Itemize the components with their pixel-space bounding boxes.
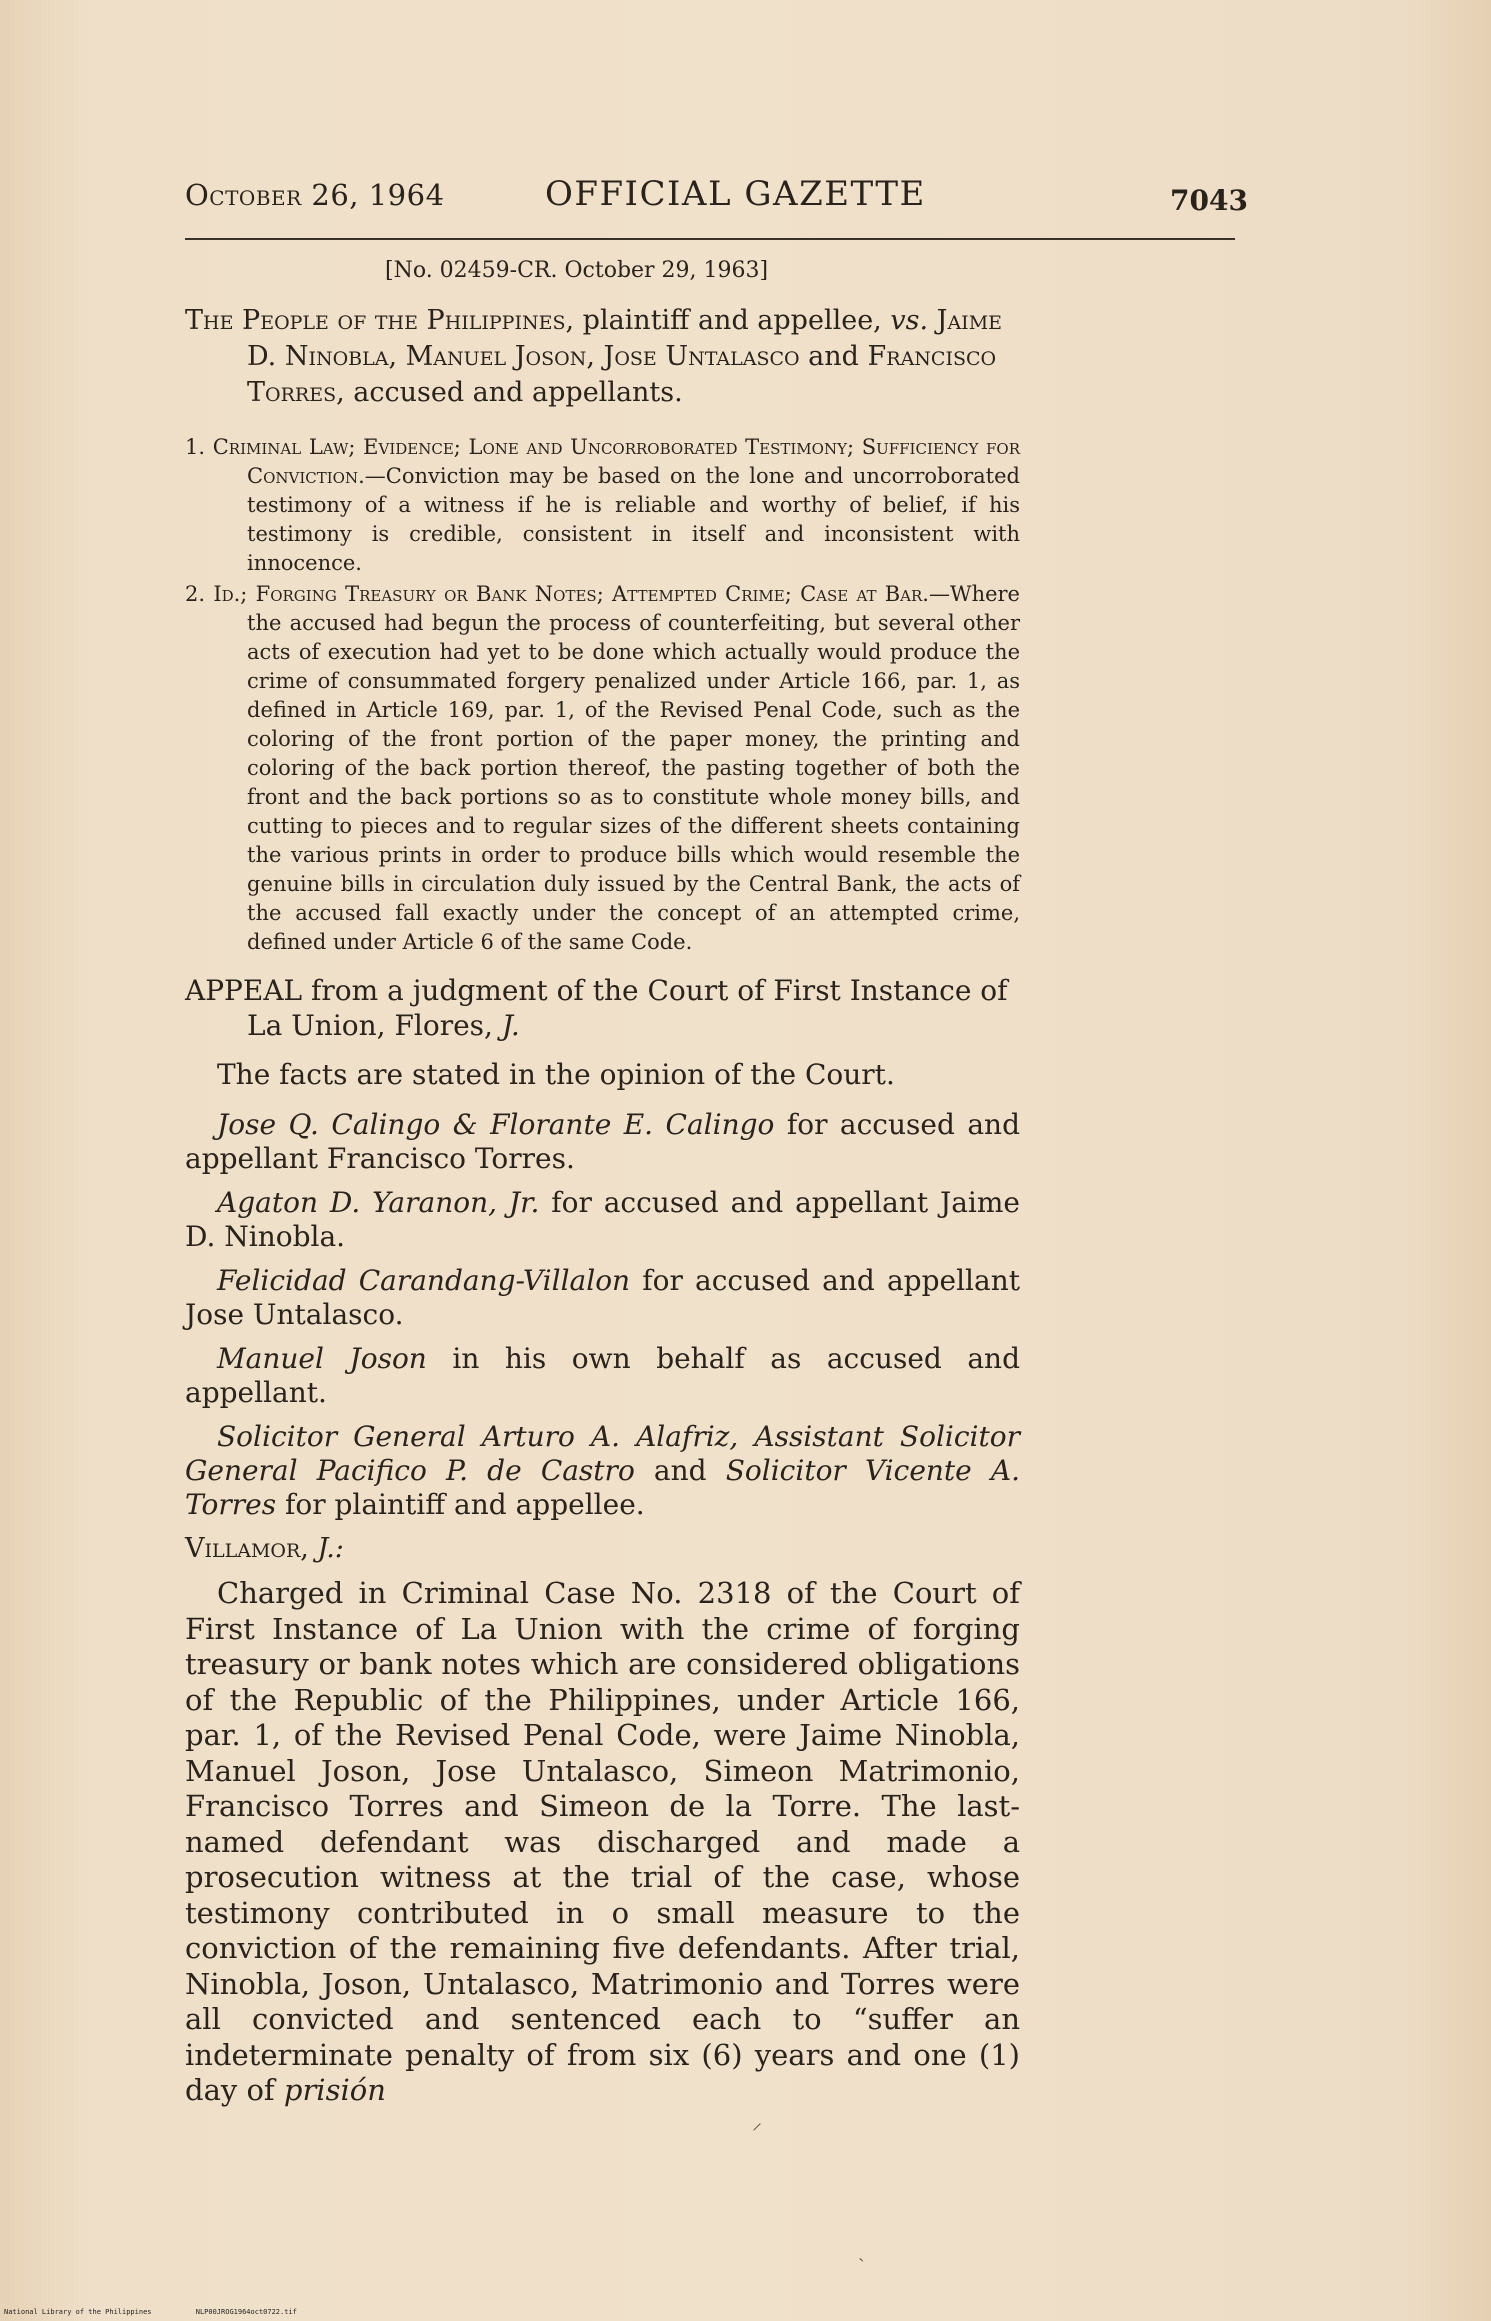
syllabus-heading: Criminal Law; Evidence; Lone and Uncorroborated Testimony; Sufficiency for Conviction. [212,435,1020,488]
counsel-role: for accused and appellant Francisco Torres. [185,1108,1020,1175]
library-credit: National Library of the Philippines [4,2308,152,2316]
counsel-role: in his own behalf as accused and appellant. [185,1342,1020,1409]
counsel-names: Jose Q. Calingo & Florante E. Calingo [217,1108,775,1141]
counsel-entry [185,1186,1020,1254]
appeal-line [185,973,1020,1043]
counsel-entry [185,1342,1020,1410]
header-rule [185,238,1235,240]
appeal-text: APPEAL from a judgment of the Court of First Instance of La Union, Flores, [185,974,1008,1042]
counsel-names: Agaton D. Yaranon, Jr. [217,1186,540,1219]
case-docket: [No. 02459-CR. [385,258,558,283]
ponente [185,1532,1020,1566]
syllabus-item [185,433,1020,578]
file-name: NLP00JROG1964oct0722.tif [195,2308,297,2316]
document-body [185,258,1020,2109]
defendant-role: accused and appellants. [344,377,683,408]
case-parties [185,303,1020,411]
scan-speck: ˎ [858,2238,865,2262]
solicitor-entry [185,1420,1020,1522]
page-header [185,174,1248,238]
parties-connector: and [808,341,859,372]
syllabus-heading: Id.; Forging Treasury or Bank Notes; Attempted Crime; Case at Bar. [213,582,929,606]
opinion-italic: prisión [283,2073,386,2107]
counsel-entry [185,1108,1020,1176]
case-date: October 29, 1963] [564,258,769,283]
ponente-name: Villamor, [185,1533,318,1564]
syllabus-text: —Where the accused had begun the process of counterfeiting, but several other acts of execution had yet to be done which actually would produce the crime of consummated forgery penalized under Article 166, par. 1, as defined in Article 169, par. 1, of the Revised Penal Code, such as the coloring of the front portion of the paper money, the printing and coloring of the back portion thereof, the pasting together of both the front and the back portions so as to constitute whole money bills, and cutting to pieces and to regular sizes of the different sheets containing the various prints in order to produce bills which would resemble the genuine bills in circulation duly issued by the Central Bank, the acts of the accused fall exactly under the concept of an attempted crime, defined under Article 6 of the same Code. [247,582,1020,954]
counsel-role: for accused and appellant Jaime D. Ninobla. [185,1186,1020,1253]
solicitor-role: for plaintiff and appellee. [276,1488,645,1521]
syllabus-item [185,580,1020,957]
scan-footer [4,2308,337,2316]
defendant-names: Jaime D. Ninobla, Manuel Joson, Jose Untalasco [247,305,1003,372]
case-number [385,258,1020,283]
counsel-names: Felicidad Carandang-Villalon [217,1264,631,1297]
syllabus [185,433,1020,957]
syllabus-number: 2. [185,582,214,606]
counsel-entry [185,1264,1020,1332]
counsel-role: for accused and appellant Jose Untalasco. [185,1264,1020,1331]
opinion-text: Charged in Criminal Case No. 2318 of the Court of First Instance of La Union with the crime of forging treasury or bank notes which are considered obligations of the Republic of the Philippines, under Article 166, par. 1, of the Revised Penal Code, were Jaime Ninobla, Manuel Joson, Jose Untalasco, Simeon Matrimonio, Francisco Torres and Simeon de la Torre. The last-named defendant was discharged and made a prosecution witness at the trial of the case, whose testimony contributed in o small measure to the conviction of the remaining five defendants. After trial, Ninobla, Joson, Untalasco, Matrimonio and Torres were all convicted and sentenced each to “suffer an indeterminate penalty of from six (6) years and one (1) day of [185,1576,1020,2107]
scan-speck: ⸝ [752,2110,762,2134]
publication-title: OFFICIAL GAZETTE [545,174,926,214]
versus: vs. [890,305,929,336]
appeal-judge: J. [501,1009,520,1042]
page-number: 7043 [1170,184,1248,217]
opinion-paragraph [185,1576,1020,2109]
solicitor-names-2: Solicitor Vicente A. Torres [185,1454,1021,1521]
counsel-names: Manuel Joson [217,1342,427,1375]
syllabus-number: 1. [185,435,213,459]
issue-date: October 26, 1964 [185,178,445,212]
ponente-suffix: J.: [317,1533,344,1564]
plaintiff-role: plaintiff and appellee, [574,305,891,336]
plaintiff-name: The People of the Philippines, [185,305,575,336]
facts-statement: The facts are stated in the opinion of the Court. [217,1058,895,1091]
syllabus-text: —Conviction may be based on the lone and uncorroborated testimony of a witness if he is reliable and worthy of belief, if his testimony is credible, consistent in itself and inconsistent with innocence. [247,464,1020,575]
solicitor-names: Solicitor General Arturo A. Alafriz, Assistant Solicitor General Pacifico P. de Castro [185,1420,1020,1487]
defendant-last-name: Francisco Torres, [247,341,997,408]
solicitor-and: and [634,1454,726,1487]
